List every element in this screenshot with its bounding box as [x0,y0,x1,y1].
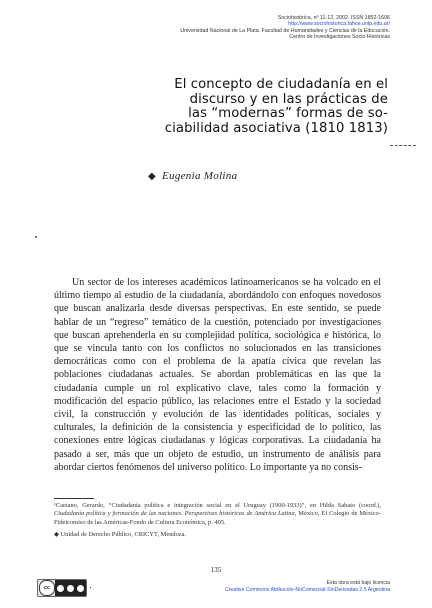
footnotes [54,502,381,544]
footnote-1-text: ¹Caetano, Gerardo, “Ciudadanía política e integración social en el Uruguay (1900-1933)”, en Hilda Sabato (coord.), [54,502,381,509]
journal-masthead [90,15,390,41]
article-body [54,276,381,474]
author-name: Eugenia Molina [162,170,238,182]
attribution-icon [57,585,64,592]
license-link[interactable]: Creative Commons Atribución-NoComercial-SinDerivadas 2.5 Argentina [225,586,390,593]
license-text: Esta obra está bajo licencia [326,580,390,586]
license-icons [55,580,86,596]
title-line: discurso y en las prácticas de [189,91,388,107]
footnote-rule [54,498,94,499]
footnote-1-publisher: , México, El Colegio de México-Fideicomiso de las Américas-Fondo de Cultura Económica, p. 405. [54,510,381,526]
creative-commons-badge[interactable] [37,579,87,597]
journal-url-link[interactable]: http://www.sociohistorica.fahce.unlp.edu.ar/ [288,21,390,28]
body-paragraph: Un sector de los intereses académicos latinoamericanos se ha volcado en el último tiempo al estudio de la ciudadanía, abordándolo con enfoques novedosos que buscan analizarla desde diversas perspectivas. En este sentido, se puede hablar de un “regreso” temático de la cuestión, potenciado por investigaciones que buscan aprehenderla en su complejidad política, sociológica e histórica, lo que se vincula tanto con los conflictos no solucionados en las transiciones democráticas como con el problema de la apatía cívica que revelan las poblaciones ciudadanas actuales. Se abordan problemáticas en las que la ciudadanía cumple un rol explicativo clave, tales como la formación y modificación del espacio público, las relaciones entre el Estado y la sociedad civil, la construcción y evolución de las identidades políticas, sociales y culturales, la definición de la consistencia y especificidad de lo político, las conexiones entre lógicas ciudadanas y lógicas corporativas. La ciudadanía ha pasado a ser, más que un objeto de estudio, un instrumento de análisis para abordar ciertos fenómenos del universo político. Lo importante ya no consis- [54,277,381,473]
scan-speck [35,236,37,238]
article-title [136,78,388,136]
title-dashed-rule [390,145,416,146]
diamond-bullet-icon: ◆ [148,171,156,182]
title-line: El concepto de ciudadanía en el [174,77,388,92]
article-author [148,170,237,182]
author-affiliation-note: ◆ Unidad de Derecho Público, CRICYT, Mendoza. [54,531,187,539]
title-line: ciabilidad asociativa (1810 1813) [164,120,388,136]
cc-logo-icon: cc [39,580,55,596]
institution-line: Universidad Nacional de La Plata. Facultad de Humanidades y Ciencias de la Educación. [180,27,390,34]
license-notice [150,580,390,593]
research-center-line: Centro de Investigaciones Socio Históricas [289,34,390,41]
scan-speck [90,587,91,588]
noncommercial-icon [67,585,74,592]
noderivatives-icon [77,585,84,592]
journal-citation: Sociohistórica, nº 11-12, 2002. ISSN 1852-1606 [277,15,390,21]
footnote-1 [54,502,381,527]
footnote-1-book-title: Ciudadanía política y formación de las naciones. Perspectivas históricas de América Latina [54,510,295,518]
page-number: 135 [210,566,222,574]
title-line: las “modernas” formas de so- [188,106,388,122]
